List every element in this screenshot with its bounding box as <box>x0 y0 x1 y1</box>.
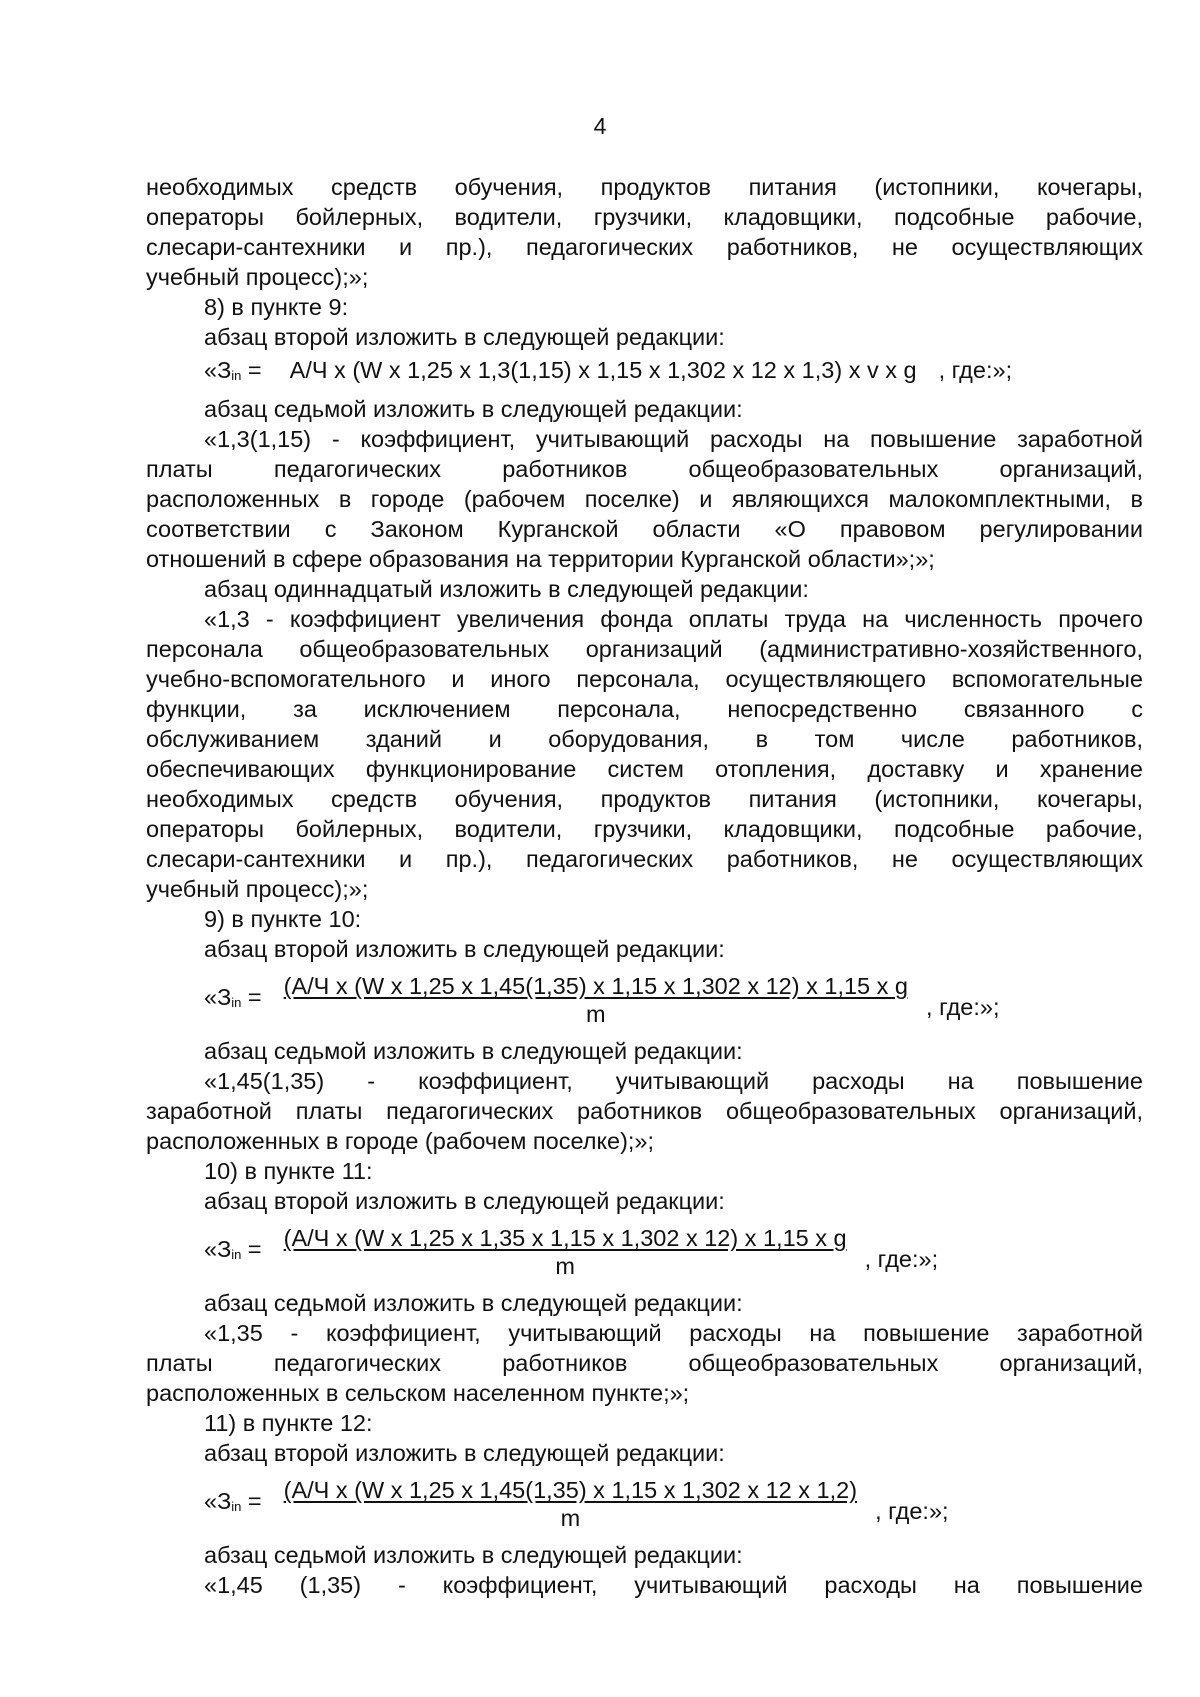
formula-equals: = <box>241 1488 262 1514</box>
paragraph-line: расположенных в городе (рабочем поселке) и являющихся малокомплектными, в <box>146 486 1143 512</box>
formula-tail: , где:»; <box>875 1498 949 1524</box>
paragraph-line: операторы бойлерных, водители, грузчики, кладовщики, подсобные рабочие, <box>146 204 1143 230</box>
paragraph-line: заработной платы педагогических работников общеобразовательных организаций, <box>146 1098 1143 1124</box>
instruction-line: абзац второй изложить в следующей редакции: <box>204 1440 725 1466</box>
paragraph <box>146 424 1143 574</box>
paragraph-line: обслуживанием зданий и оборудования, в том числе работников, <box>146 726 1143 752</box>
formula-denominator: m <box>586 1001 606 1027</box>
formula-equals: = <box>241 1236 262 1262</box>
instruction-line: 8) в пункте 9: <box>204 294 349 320</box>
paragraph-line: операторы бойлерных, водители, грузчики, кладовщики, подсобные рабочие, <box>146 816 1143 842</box>
paragraph-line: соответствии с Законом Курганской области «О правовом регулировании <box>146 516 1143 542</box>
instruction-line: абзац второй изложить в следующей редакции: <box>204 1188 725 1214</box>
paragraph-line: учебный процесс);»; <box>146 876 369 902</box>
formula-lhs: «З <box>204 1236 232 1262</box>
instruction-line: абзац седьмой изложить в следующей редакции: <box>204 1038 743 1064</box>
instruction-line: абзац седьмой изложить в следующей редакции: <box>204 1290 743 1316</box>
instruction-line: абзац седьмой изложить в следующей редакции: <box>204 396 743 422</box>
instruction-line: абзац второй изложить в следующей редакции: <box>204 324 725 350</box>
instruction-line: 9) в пункте 10: <box>204 906 362 932</box>
formula-subscript: in <box>231 1247 242 1262</box>
paragraph-line: «1,45 (1,35) - коэффициент, учитывающий расходы на повышение <box>204 1572 1143 1598</box>
formula-tail: , где:»; <box>926 994 1000 1020</box>
paragraph-line: обеспечивающих функционирование систем отопления, доставку и хранение <box>146 756 1143 782</box>
formula-subscript: in <box>231 1499 242 1514</box>
formula-numerator: (А/Ч х (W х 1,25 х 1,35 х 1,15 х 1,302 х 12) х 1,15 х g <box>283 1225 847 1251</box>
paragraph-line: «1,45(1,35) - коэффициент, учитывающий расходы на повышение <box>204 1068 1143 1094</box>
formula-lhs-group <box>204 1486 262 1522</box>
paragraph-line: платы педагогических работников общеобразовательных организаций, <box>146 1350 1143 1376</box>
paragraph-line: учебно-вспомогательного и иного персонала, осуществляющего вспомогательные <box>146 666 1143 692</box>
paragraph-line: необходимых средств обучения, продуктов питания (истопники, кочегары, <box>146 174 1143 200</box>
paragraph <box>146 172 1143 292</box>
paragraph-line: расположенных в сельском населенном пункте;»; <box>146 1380 690 1406</box>
formula-lhs: «З <box>204 357 232 383</box>
paragraph-line: платы педагогических работников общеобразовательных организаций, <box>146 456 1143 482</box>
paragraph-line: функции, за исключением персонала, непосредственно связанного с <box>146 696 1143 722</box>
formula-lhs: «З <box>204 1488 232 1514</box>
paragraph-line: необходимых средств обучения, продуктов питания (истопники, кочегары, <box>146 786 1143 812</box>
paragraph <box>146 604 1143 904</box>
formula-lhs-group <box>204 1234 262 1270</box>
formula-fraction <box>284 972 908 1028</box>
formula-tail: , где:»; <box>938 357 1013 383</box>
paragraph <box>146 1066 1143 1156</box>
paragraph-line: слесари-сантехники и пр.), педагогических работников, не осуществляющих <box>146 234 1143 260</box>
formula-numerator: (А/Ч х (W х 1,25 х 1,45(1,35) х 1,15 х 1,302 х 12) х 1,15 х g <box>283 973 909 999</box>
paragraph-line: слесари-сантехники и пр.), педагогических работников, не осуществляющих <box>146 846 1143 872</box>
paragraph-line: отношений в сфере образования на территории Курганской области»;»; <box>146 546 935 572</box>
paragraph-line: учебный процесс);»; <box>146 264 369 290</box>
formula-numerator: (А/Ч х (W х 1,25 х 1,45(1,35) х 1,15 х 1,302 х 12 х 1,2) <box>283 1477 858 1503</box>
formula-expression: А/Ч х (W х 1,25 х 1,3(1,15) х 1,15 х 1,302 х 12 х 1,3) х v х g <box>289 357 917 383</box>
instruction-line: абзац седьмой изложить в следующей редакции: <box>204 1542 743 1568</box>
paragraph-line: «1,3 - коэффициент увеличения фонда оплаты труда на численность прочего <box>204 606 1143 632</box>
paragraph-line: персонала общеобразовательных организаций (административно-хозяйственного, <box>146 636 1143 662</box>
instruction-line: 10) в пункте 11: <box>204 1158 373 1184</box>
paragraph-line: «1,3(1,15) - коэффициент, учитывающий расходы на повышение заработной <box>204 426 1143 452</box>
page-number: 4 <box>593 113 607 139</box>
instruction-line: абзац одиннадцатый изложить в следующей редакции: <box>204 576 809 602</box>
formula-subscript: in <box>231 368 242 383</box>
document-body <box>146 172 1143 1600</box>
formula-lhs-group <box>204 982 262 1018</box>
paragraph <box>146 1570 1143 1600</box>
formula-denominator: m <box>555 1253 575 1279</box>
paragraph-line: расположенных в городе (рабочем поселке);»; <box>146 1128 655 1154</box>
paragraph <box>146 1318 1143 1408</box>
paragraph-line: «1,35 - коэффициент, учитывающий расходы на повышение заработной <box>204 1320 1143 1346</box>
formula-denominator: m <box>560 1505 581 1531</box>
formula <box>146 1220 1143 1284</box>
formula <box>146 355 1143 391</box>
instruction-line: 11) в пункте 12: <box>204 1410 373 1436</box>
formula <box>146 968 1143 1032</box>
formula-equals: = <box>241 357 262 383</box>
formula-lhs: «З <box>204 984 232 1010</box>
formula-subscript: in <box>231 995 242 1010</box>
instruction-line: абзац второй изложить в следующей редакции: <box>204 936 725 962</box>
formula <box>146 1472 1143 1536</box>
formula-fraction <box>284 1476 857 1532</box>
formula-equals: = <box>241 984 262 1010</box>
formula-fraction <box>284 1224 847 1280</box>
formula-tail: , где:»; <box>864 1246 939 1272</box>
